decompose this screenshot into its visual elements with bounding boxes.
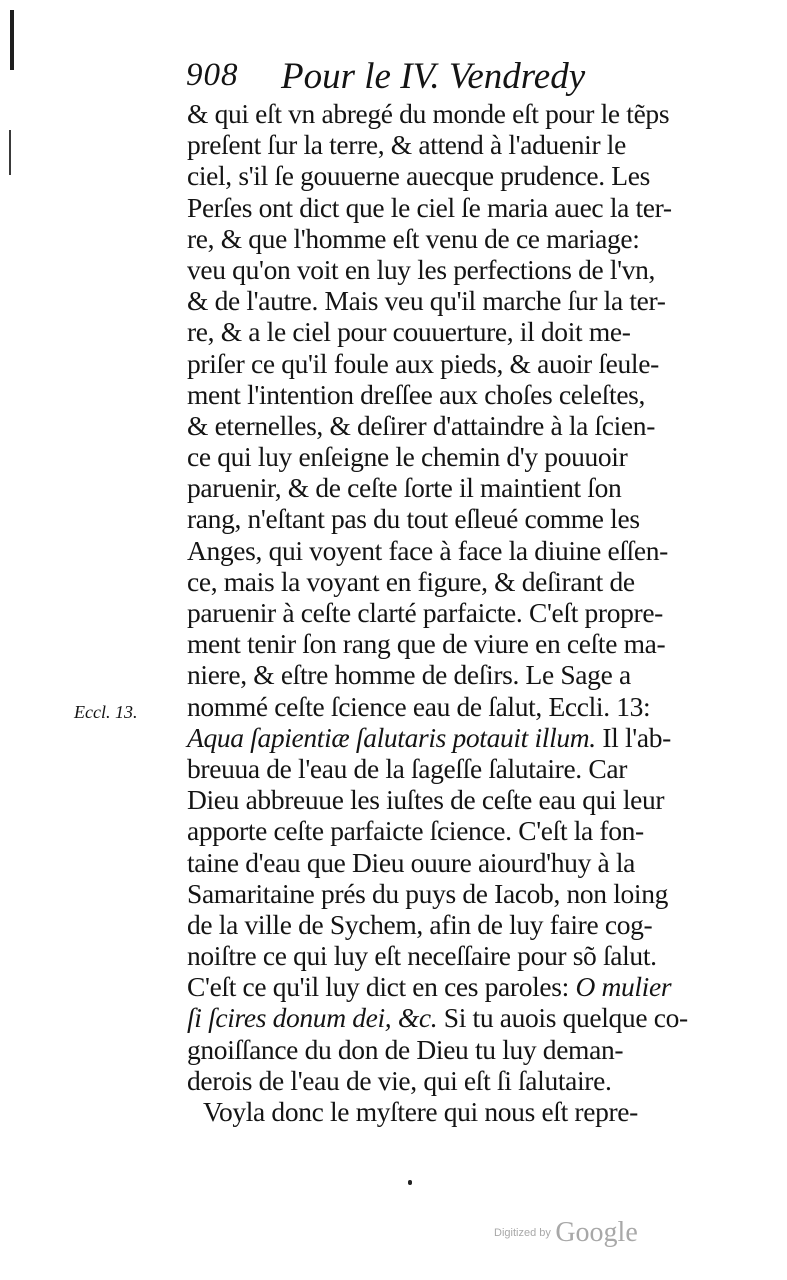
text-line bbox=[187, 722, 707, 753]
text-line bbox=[187, 316, 707, 347]
line-text: ce, mais la voyant en figure, & deſirant de bbox=[187, 565, 635, 597]
digitized-watermark bbox=[494, 1217, 638, 1249]
text-line bbox=[187, 628, 707, 659]
text-line bbox=[187, 348, 707, 379]
line-text: veu qu'on voit en luy les perfections de l'vn, bbox=[187, 253, 656, 285]
watermark-prefix: Digitized by bbox=[494, 1227, 551, 1239]
text-line bbox=[187, 940, 707, 971]
line-text: ce qui luy enſeigne le chemin d'y pouuoir bbox=[187, 441, 628, 473]
text-line bbox=[187, 784, 707, 815]
line-text: derois de l'eau de vie, qui eſt ſi ſalutaire. bbox=[187, 1064, 612, 1096]
text-line bbox=[187, 129, 707, 160]
line-text: Anges, qui voyent face à face la diuine eſſen- bbox=[187, 534, 668, 566]
italic-text: ſi ſcires donum dei, &c. bbox=[187, 1002, 438, 1034]
watermark-brand: Google bbox=[555, 1217, 638, 1248]
text-line bbox=[187, 441, 707, 472]
line-text: re, & a le ciel pour couuerture, il doit me- bbox=[187, 316, 631, 348]
line-text: re, & que l'homme eſt venu de ce mariage: bbox=[187, 222, 640, 254]
line-text: paruenir, & de ceſte ſorte il maintient ſon bbox=[187, 472, 622, 504]
line-text: Il l'ab- bbox=[595, 721, 671, 753]
line-text: Dieu abbreuue les iuſtes de ceſte eau qui leur bbox=[187, 784, 665, 816]
line-text: & qui eſt vn abregé du monde eſt pour le tẽps bbox=[187, 98, 670, 129]
line-text: ment l'intention dreſſee aux choſes celeſtes, bbox=[187, 378, 646, 410]
ink-speck bbox=[408, 1180, 412, 1185]
line-text: & de l'autre. Mais veu qu'il marche ſur la ter- bbox=[187, 285, 666, 317]
text-line bbox=[187, 410, 707, 441]
text-line bbox=[187, 691, 707, 722]
text-line bbox=[187, 379, 707, 410]
text-line bbox=[187, 472, 707, 503]
text-line bbox=[187, 1034, 707, 1065]
text-line bbox=[187, 753, 707, 784]
line-text: preſent ſur la terre, & attend à l'aduenir le bbox=[187, 129, 626, 161]
line-text: de la ville de Sychem, afin de luy faire cog- bbox=[187, 908, 653, 940]
text-line bbox=[187, 254, 707, 285]
line-text: nommé ceſte ſcience eau de ſalut, Eccli. 13: bbox=[187, 690, 651, 722]
text-line bbox=[187, 597, 707, 628]
line-text: Si tu auois quelque co- bbox=[437, 1002, 688, 1034]
text-line bbox=[187, 971, 707, 1002]
line-text: taine d'eau que Dieu ouure aiourd'huy à la bbox=[187, 846, 636, 878]
line-text: priſer ce qu'il foule aux pieds, & auoir ſeule- bbox=[187, 347, 659, 379]
line-text: ment tenir ſon rang que de viure en ceſte ma- bbox=[187, 628, 666, 660]
page-edge-mark bbox=[10, 10, 14, 70]
line-text: C'eſt ce qu'il luy dict en ces paroles: bbox=[187, 971, 576, 1003]
text-line bbox=[187, 1002, 707, 1033]
text-line bbox=[187, 566, 707, 597]
text-line bbox=[187, 503, 707, 534]
text-line bbox=[187, 878, 707, 909]
text-line bbox=[187, 160, 707, 191]
line-text: Samaritaine prés du puys de Iacob, non loing bbox=[187, 877, 669, 909]
line-text: niere, & eſtre homme de deſirs. Le Sage a bbox=[187, 659, 631, 691]
line-text: breuua de l'eau de la ſageſſe ſalutaire. Car bbox=[187, 752, 628, 784]
text-line bbox=[187, 192, 707, 223]
text-line bbox=[187, 535, 707, 566]
line-text: Voyla donc le myſtere qui nous eſt repre- bbox=[203, 1096, 638, 1127]
text-line bbox=[187, 1065, 707, 1096]
italic-text: O mulier bbox=[575, 971, 672, 1003]
line-text: gnoiſſance du don de Dieu tu luy deman- bbox=[187, 1033, 624, 1065]
line-text: Perſes ont dict que le ciel ſe maria auec la ter- bbox=[187, 191, 672, 223]
line-text: noiſtre ce qui luy eſt neceſſaire pour sõ ſalut. bbox=[187, 940, 657, 972]
text-line bbox=[187, 223, 707, 254]
body-text bbox=[187, 98, 707, 1127]
text-line bbox=[187, 98, 707, 129]
text-line bbox=[187, 847, 707, 878]
text-line bbox=[187, 909, 707, 940]
text-line bbox=[187, 1096, 707, 1127]
line-text: apporte ceſte parfaicte ſcience. C'eſt la fon- bbox=[187, 815, 644, 847]
text-line bbox=[187, 285, 707, 316]
italic-text: Aqua ſapientiæ ſalutaris potauit illum. bbox=[187, 721, 596, 753]
line-text: paruenir à ceſte clarté parfaicte. C'eſt propre- bbox=[187, 597, 663, 628]
text-line bbox=[187, 815, 707, 846]
margin-note: Eccl. 13. bbox=[74, 702, 138, 722]
line-text: ciel, s'il ſe gouuerne auecque prudence. Les bbox=[187, 160, 650, 192]
text-line bbox=[187, 659, 707, 690]
page-edge-mark-secondary bbox=[9, 130, 11, 175]
line-text: & eternelles, & deſirer d'attaindre à la ſcien- bbox=[187, 409, 655, 441]
line-text: rang, n'eſtant pas du tout eſleué comme les bbox=[187, 503, 640, 535]
running-head: Pour le IV. Vendredy bbox=[281, 56, 586, 97]
page-number: 908 bbox=[186, 57, 239, 93]
